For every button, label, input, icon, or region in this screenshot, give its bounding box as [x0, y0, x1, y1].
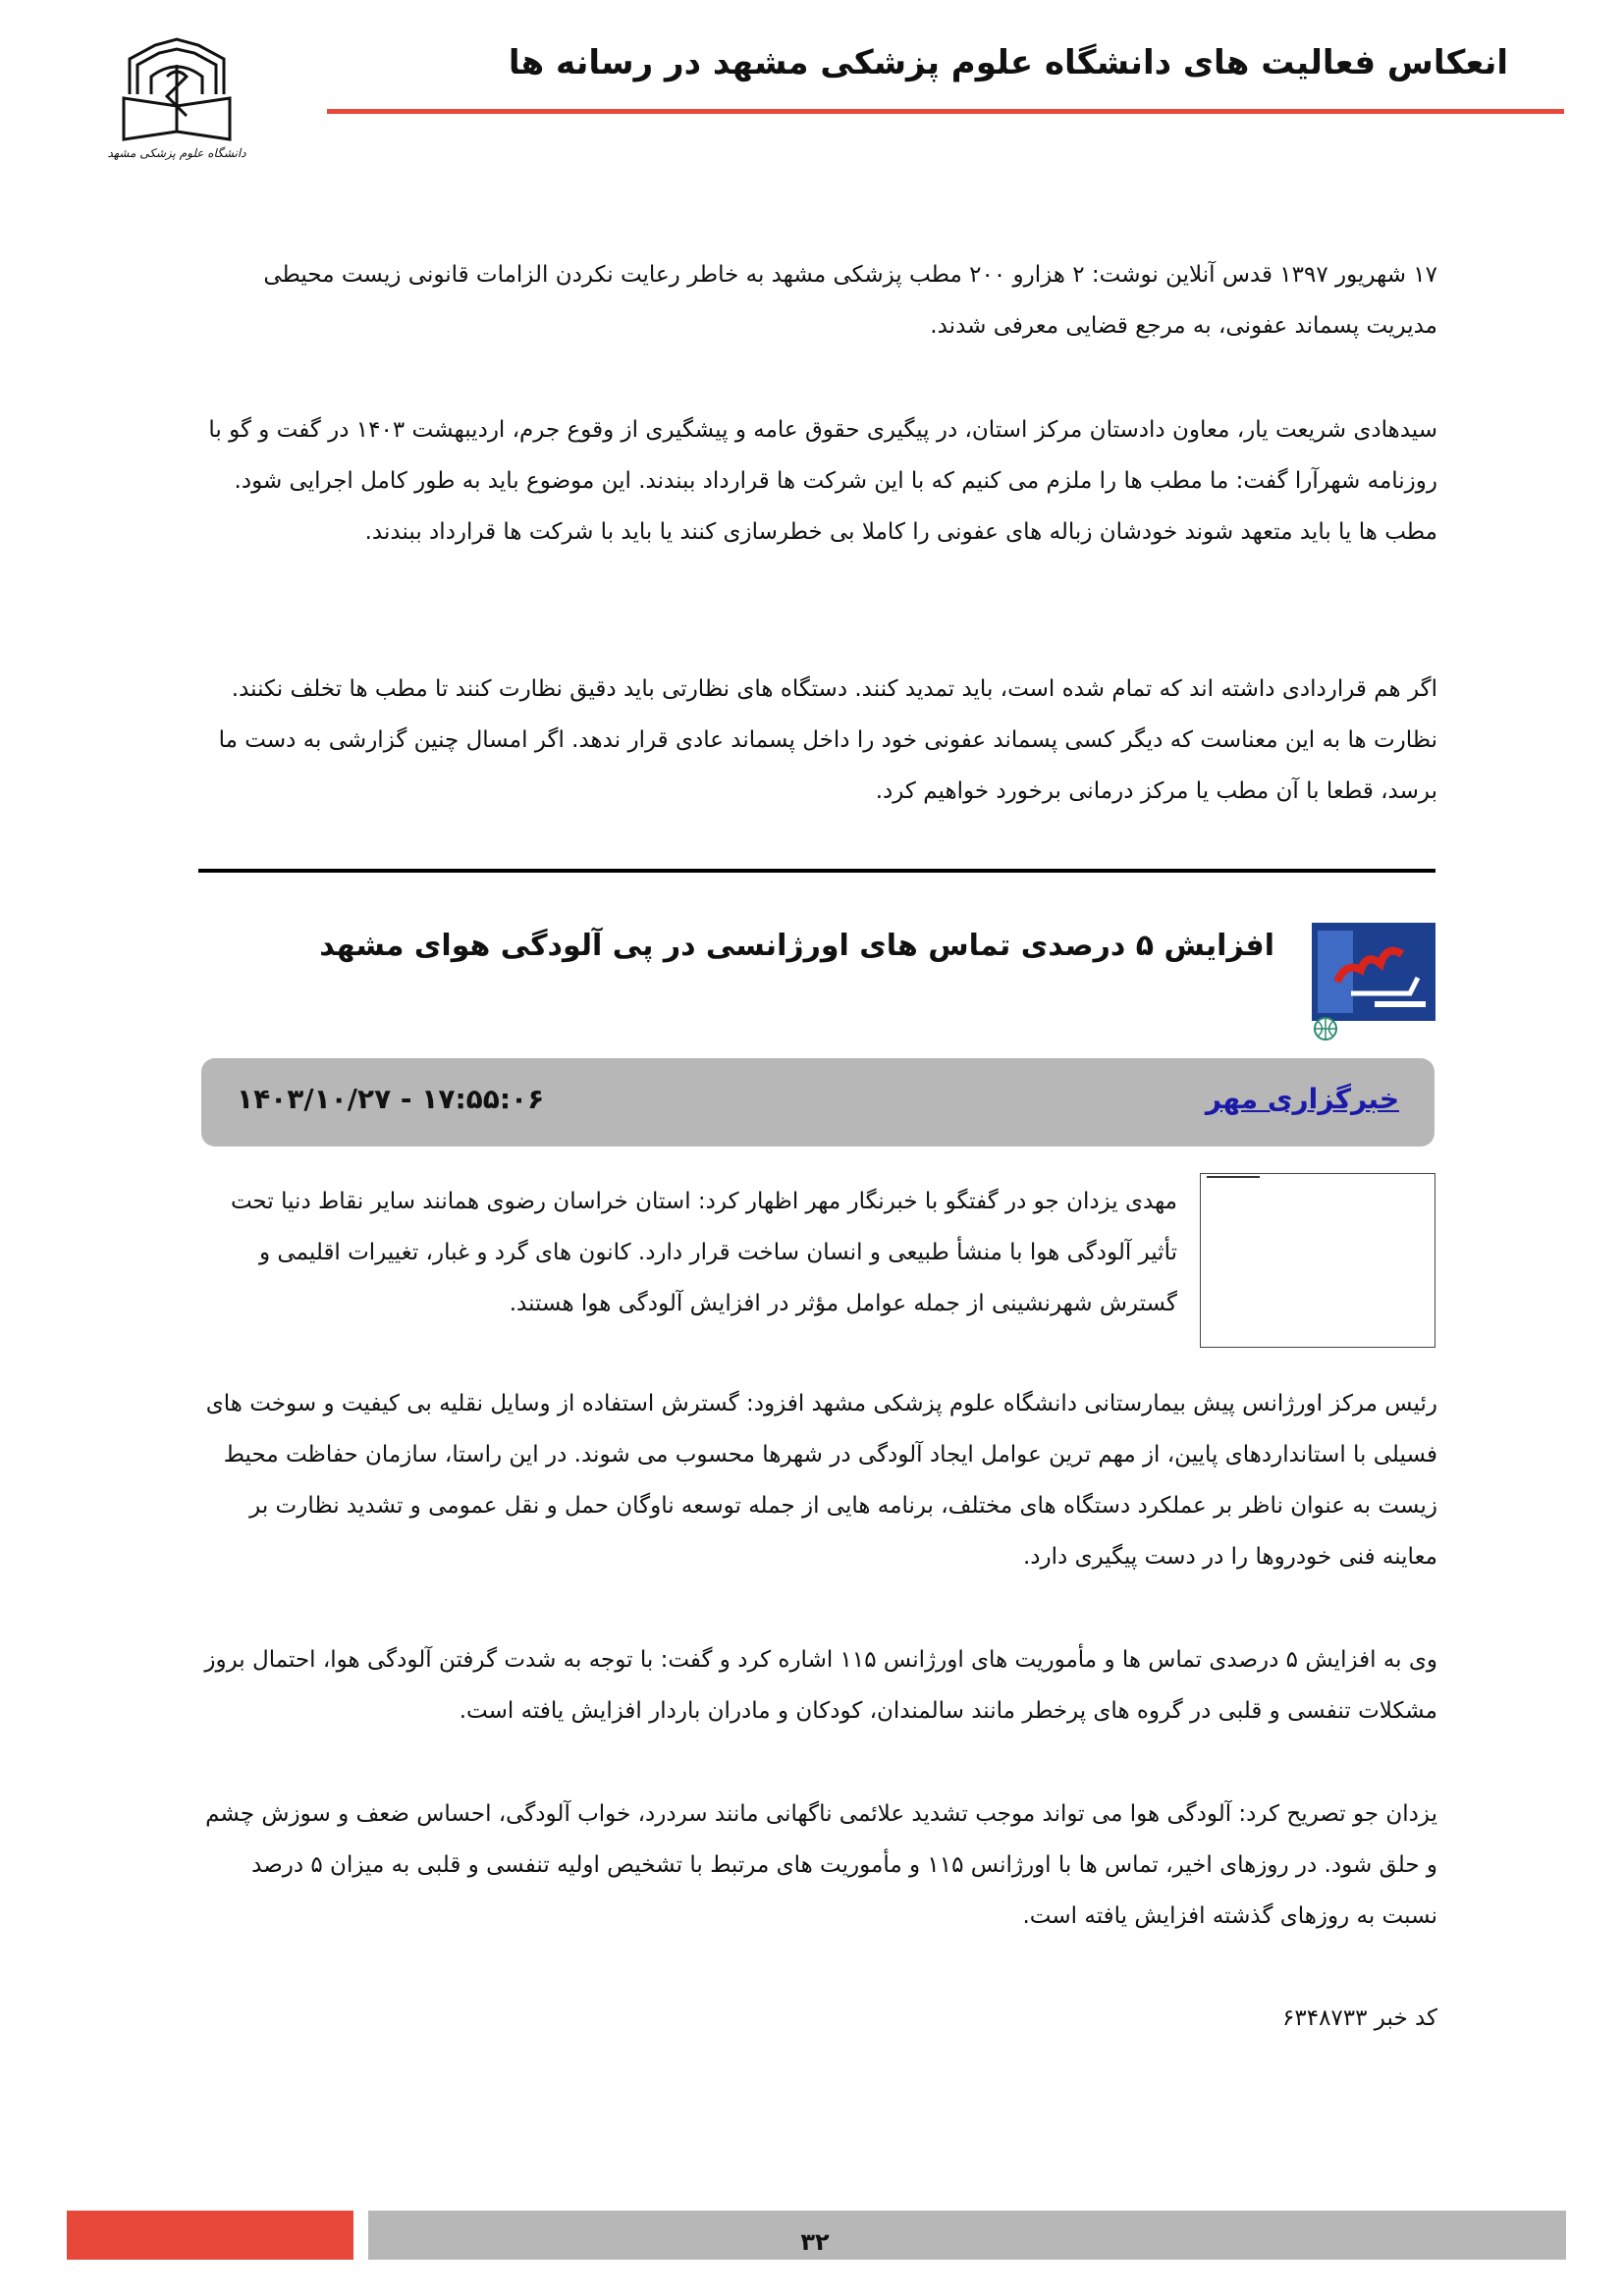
- section-divider: [198, 869, 1435, 873]
- article1-paragraph-3: اگر هم قراردادی داشته اند که تمام شده است، باید تمدید کنند. دستگاه های نظارتی باید دقیق نظارت کنند تا مطب ها تخلف نکنند. نظارت ها به این معناست که دیگر کسی پسماند عفونی خود را داخل پسماند عادی قرار ندهد. اگر امسال چنین گزارشی به دست ما برسد، قطعا با آن مطب یا مرکز درمانی برخورد خواهیم کرد.: [218, 676, 1437, 804]
- page-number: ۳۲: [800, 2228, 830, 2256]
- article2-paragraph-1: مهدی یزدان جو در گفتگو با خبرنگار مهر اظهار کرد: استان خراسان رضوی همانند سایر نقاط دنیا تحت تأثیر آلودگی هوا با منشأ طبیعی و انسان ساخت قرار دارد. کانون های گرد و غبار، تغییرات اقلیمی و گسترش شهرنشینی از جمله عوامل مؤثر در افزایش آلودگی هوا هستند.: [230, 1189, 1177, 1316]
- article2-paragraph-3: وی به افزایش ۵ درصدی تماس ها و مأموریت های اورژانس ۱۱۵ اشاره کرد و گفت: با توجه به شدت گرفتن آلودگی هوا، احتمال بروز مشکلات تنفسی و قلبی در گروه های پرخطر مانند سالمندان، کودکان و مادران باردار افزایش یافته است.: [204, 1647, 1437, 1724]
- footer-accent-bar: [67, 2211, 353, 2260]
- source-bar: [201, 1058, 1435, 1147]
- article-image-placeholder: [1200, 1173, 1435, 1348]
- article2-paragraph-2: رئیس مرکز اورژانس پیش بیمارستانی دانشگاه علوم پزشکی مشهد افزود: گسترش استفاده از وسایل نقلیه بی کیفیت و سوخت های فسیلی با استانداردهای پایین، از مهم ترین عوامل ایجاد آلودگی در شهرها محسوب می شوند. در این راستا، سازمان حفاظت محیط زیست به عنوان ناظر بر عملکرد دستگاه های مختلف، برنامه هایی از جمله توسعه ناوگان حمل و نقل عمومی و تشدید نظارت بر معاینه فنی خودروها را در دست پیگیری دارد.: [205, 1391, 1437, 1570]
- article1-paragraph-1: ۱۷ شهریور ۱۳۹۷ قدس آنلاین نوشت: ۲ هزارو ۲۰۰ مطب پزشکی مشهد به خاطر رعایت نکردن الزامات قانونی زیست محیطی مدیریت پسماند عفونی، به مرجع قضایی معرفی شدند.: [263, 262, 1437, 339]
- mehr-news-logo-icon: [1312, 923, 1435, 1041]
- article2-paragraph-4: یزدان جو تصریح کرد: آلودگی هوا می تواند موجب تشدید علائمی ناگهانی مانند سردرد، خواب آلودگی، احساس ضعف و سوزش چشم و حلق شود. در روزهای اخیر، تماس ها با اورژانس ۱۱۵ و مأموریت های مرتبط با تشخیص اولیه تنفسی و قلبی به میزان ۵ درصد نسبت به روزهای گذشته افزایش یافته است.: [205, 1801, 1437, 1929]
- svg-text:دانشگاه علوم پزشکی مشهد: دانشگاه علوم پزشکی مشهد: [107, 146, 246, 160]
- article2-title: افزایش ۵ درصدی تماس های اورژانسی در پی آلودگی هوای مشهد: [319, 929, 1274, 963]
- publish-datetime: ۱۴۰۳/۱۰/۲۷ - ۱۷:۵۵:۰۶: [237, 1083, 545, 1115]
- university-logo-icon: [107, 37, 246, 163]
- article1-paragraph-2: سیدهادی شریعت یار، معاون دادستان مرکز استان، در پیگیری حقوق عامه و پیشگیری از وقوع جرم، اردیبهشت ۱۴۰۳ در گفت و گو با روزنامه شهرآرا گفت: ما مطب ها را ملزم می کنیم که با این شرکت ها قرارداد ببندند. این موضوع باید به طور کامل اجرایی شود. مطب ها یا باید متعهد شوند خودشان زباله های عفونی را کاملا بی خطرسازی کنند یا باید با شرکت ها قرارداد ببندند.: [208, 417, 1437, 545]
- image-caption-line: [1207, 1176, 1260, 1178]
- footer-bar: [368, 2211, 1566, 2260]
- header-divider: [327, 109, 1564, 114]
- source-link[interactable]: خبرگزاری مهر: [1205, 1083, 1399, 1115]
- page-header-title: انعکاس فعالیت های دانشگاه علوم پزشکی مشهد در رسانه ها: [508, 43, 1508, 82]
- news-code: کد خبر ۶۳۴۸۷۳۳: [1282, 2005, 1437, 2031]
